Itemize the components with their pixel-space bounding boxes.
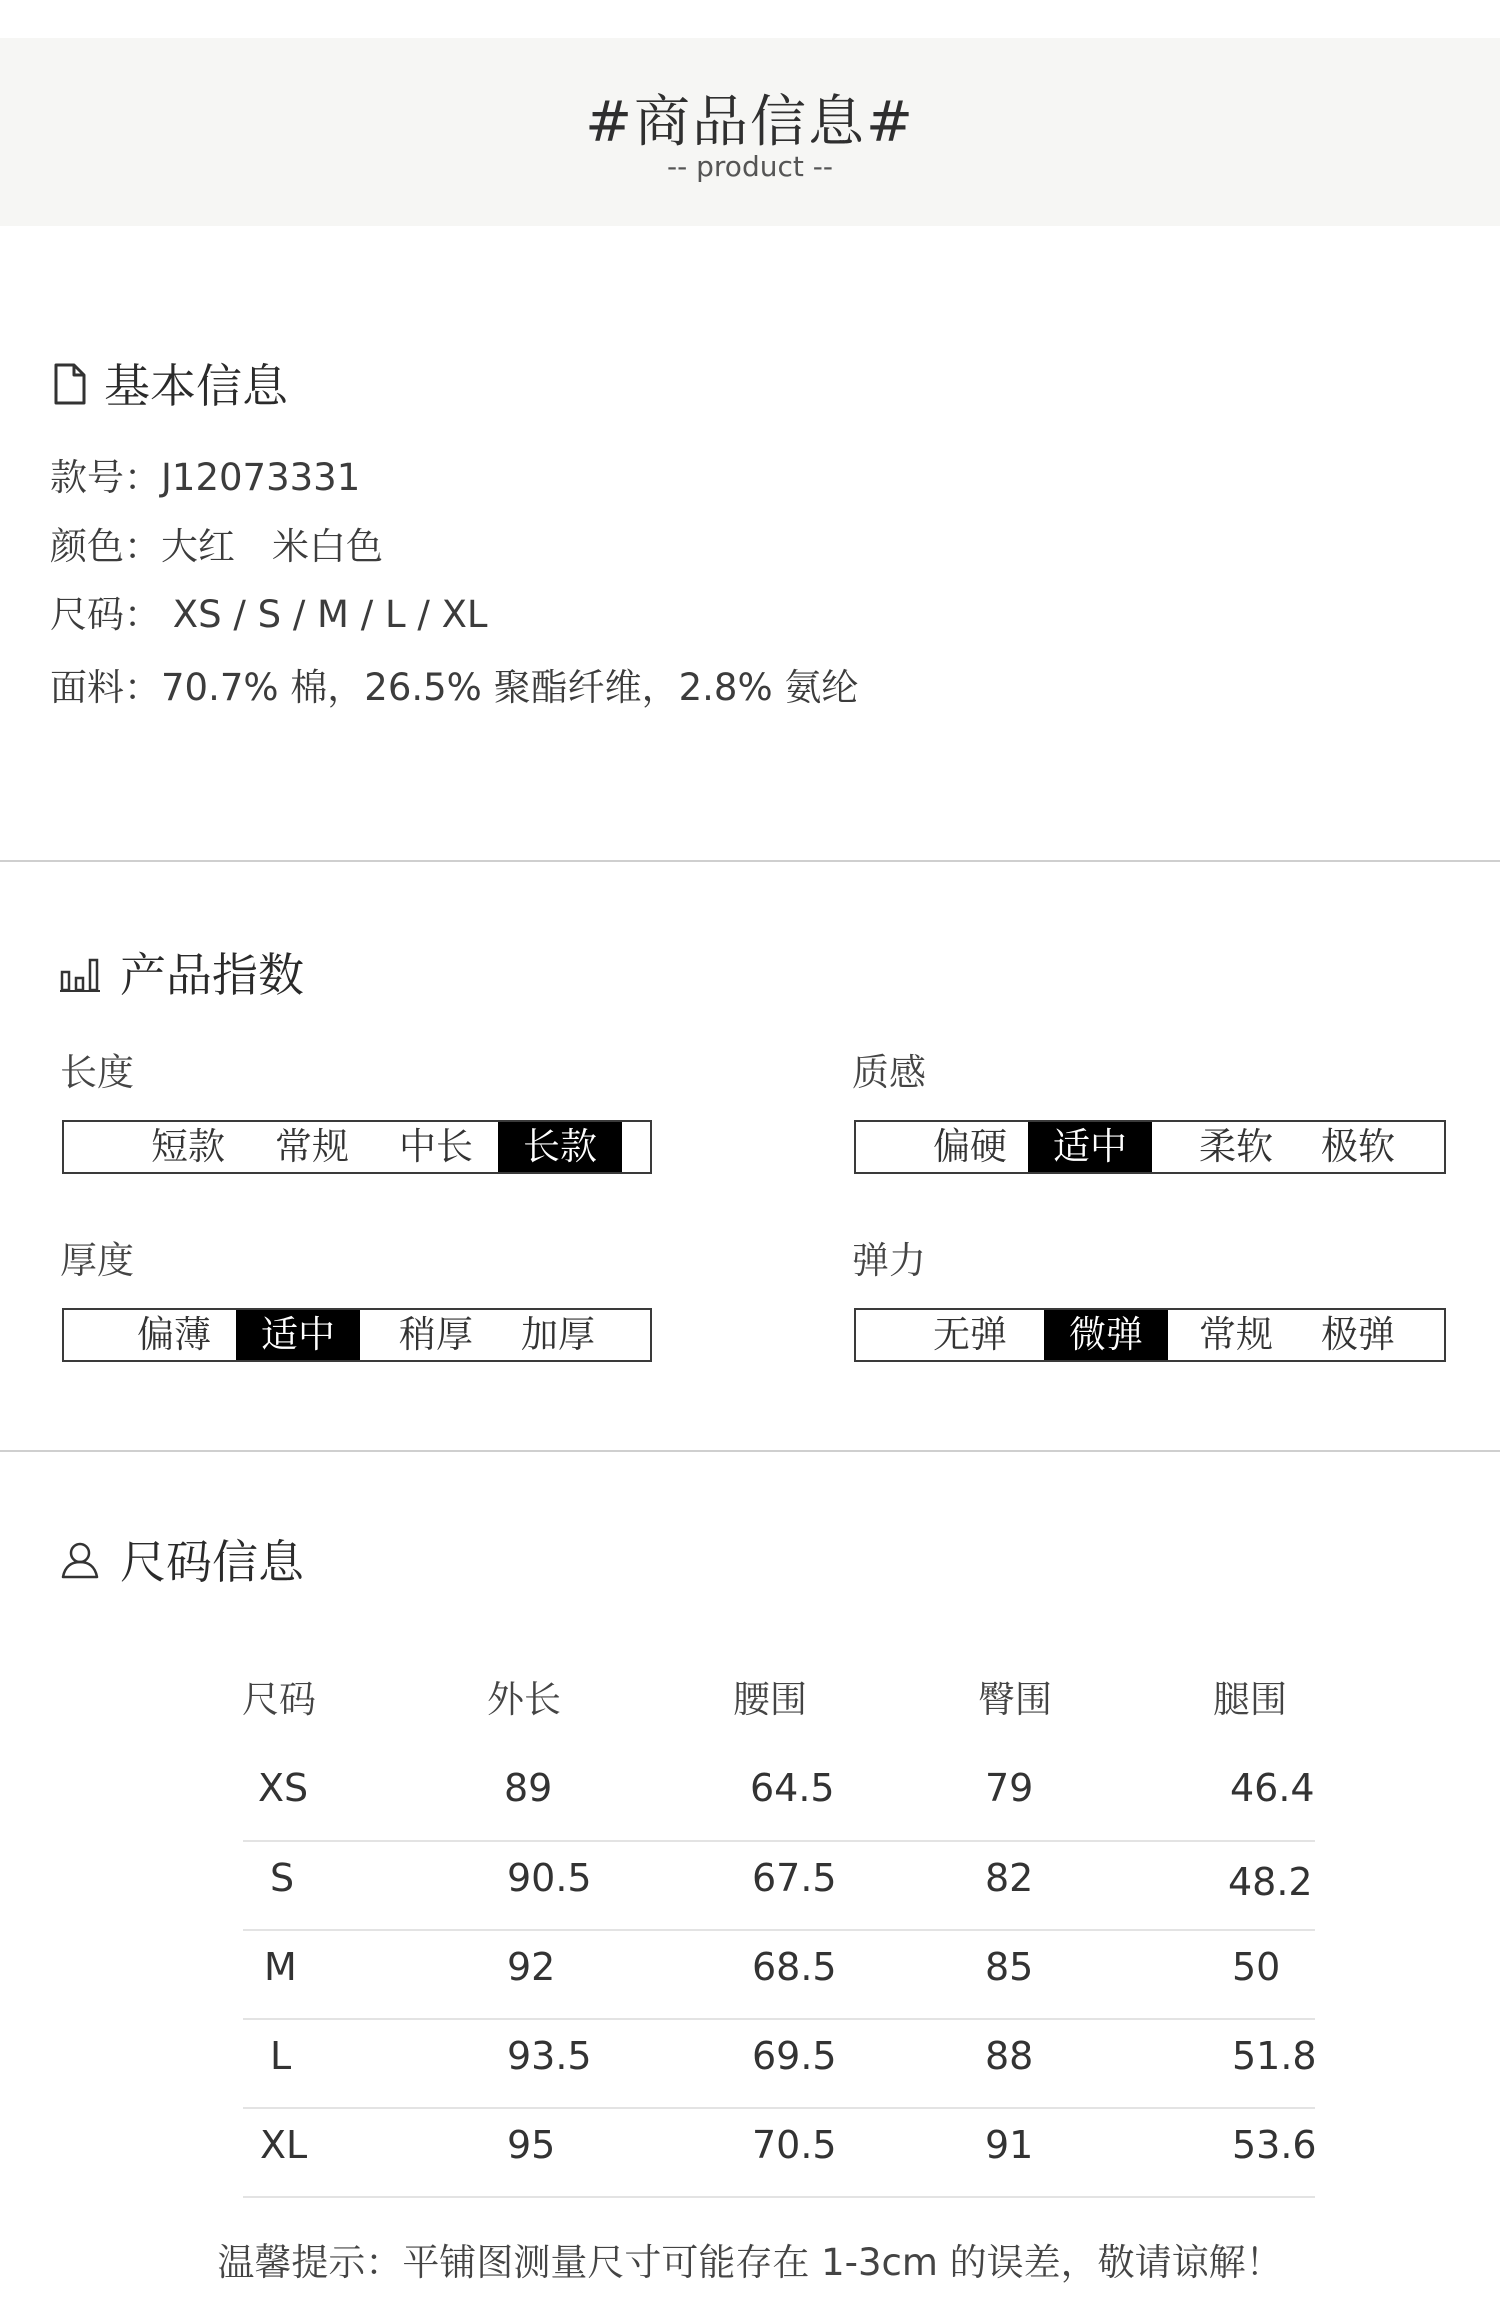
product-index-title: 产品指数 bbox=[120, 948, 304, 1002]
table-cell: 95 bbox=[507, 2123, 556, 2167]
texture-scale bbox=[854, 1120, 1446, 1174]
metric-label-elasticity: 弹力 bbox=[852, 1239, 926, 1282]
section-divider bbox=[0, 860, 1500, 862]
elasticity-option-slight: 微弹 bbox=[1044, 1310, 1168, 1360]
table-cell: M bbox=[264, 1945, 297, 1989]
table-cell: 53.6 bbox=[1232, 2123, 1317, 2167]
length-scale bbox=[62, 1120, 652, 1174]
texture-option-soft: 柔软 bbox=[1199, 1125, 1273, 1168]
length-option-regular: 常规 bbox=[275, 1125, 349, 1168]
document-icon bbox=[50, 362, 90, 406]
table-row-divider bbox=[243, 2196, 1315, 2198]
length-option-long: 长款 bbox=[498, 1122, 622, 1172]
table-cell: 50 bbox=[1232, 1945, 1281, 1989]
elasticity-option-none: 无弹 bbox=[933, 1313, 1007, 1356]
metric-label-thickness: 厚度 bbox=[60, 1239, 134, 1282]
bar-chart-icon bbox=[60, 954, 100, 994]
length-option-mid: 中长 bbox=[399, 1125, 473, 1168]
table-cell: 46.4 bbox=[1230, 1766, 1315, 1810]
table-cell: 92 bbox=[507, 1945, 556, 1989]
table-cell: 90.5 bbox=[507, 1856, 592, 1900]
texture-option-very-soft: 极软 bbox=[1321, 1125, 1395, 1168]
table-cell: XL bbox=[260, 2123, 308, 2167]
col-header-hip: 臀围 bbox=[978, 1678, 1052, 1721]
size-list: 尺码： XS / S / M / L / XL bbox=[50, 593, 488, 636]
col-header-thigh: 腿围 bbox=[1213, 1678, 1287, 1721]
basic-info-title: 基本信息 bbox=[104, 359, 288, 413]
page-title: #商品信息# bbox=[585, 90, 915, 155]
elasticity-scale bbox=[854, 1308, 1446, 1362]
thickness-option-thick: 稍厚 bbox=[399, 1313, 473, 1356]
table-cell: 89 bbox=[504, 1766, 553, 1810]
table-cell: 93.5 bbox=[507, 2034, 592, 2078]
thickness-option-thin: 偏薄 bbox=[137, 1313, 211, 1356]
table-cell: 85 bbox=[985, 1945, 1034, 1989]
table-cell: 88 bbox=[985, 2034, 1034, 2078]
metric-label-length: 长度 bbox=[60, 1051, 134, 1094]
table-cell: 48.2 bbox=[1228, 1860, 1313, 1904]
table-cell: L bbox=[270, 2034, 292, 2078]
table-cell: 68.5 bbox=[752, 1945, 837, 1989]
table-row-divider bbox=[243, 2018, 1315, 2020]
table-cell: 82 bbox=[985, 1856, 1034, 1900]
table-cell: 67.5 bbox=[752, 1856, 837, 1900]
table-cell: 51.8 bbox=[1232, 2034, 1317, 2078]
table-cell: S bbox=[270, 1856, 295, 1900]
table-cell: XS bbox=[258, 1766, 309, 1810]
table-row-divider bbox=[243, 1929, 1315, 1931]
person-icon bbox=[60, 1540, 100, 1580]
measurement-tip: 温馨提示：平铺图测量尺寸可能存在 1-3cm 的误差，敬请谅解！ bbox=[217, 2241, 1283, 2284]
table-cell: 91 bbox=[985, 2123, 1034, 2167]
section-divider bbox=[0, 1450, 1500, 1452]
metric-label-texture: 质感 bbox=[852, 1051, 926, 1094]
col-header-waist: 腰围 bbox=[733, 1678, 807, 1721]
page-subtitle: -- product -- bbox=[667, 150, 833, 183]
table-row-divider bbox=[243, 2107, 1315, 2109]
table-cell: 69.5 bbox=[752, 2034, 837, 2078]
texture-option-medium: 适中 bbox=[1028, 1122, 1152, 1172]
texture-option-hard: 偏硬 bbox=[933, 1125, 1007, 1168]
style-number: 款号：J12073331 bbox=[50, 456, 361, 499]
col-header-size: 尺码 bbox=[242, 1678, 316, 1721]
table-row-divider bbox=[243, 1840, 1315, 1842]
size-info-title: 尺码信息 bbox=[120, 1535, 304, 1589]
table-cell: 70.5 bbox=[752, 2123, 837, 2167]
elasticity-option-high: 极弹 bbox=[1321, 1313, 1395, 1356]
thickness-option-extra-thick: 加厚 bbox=[521, 1313, 595, 1356]
fabric-info: 面料：70.7% 棉，26.5% 聚酯纤维，2.8% 氨纶 bbox=[50, 666, 859, 709]
col-header-length: 外长 bbox=[487, 1678, 561, 1721]
elasticity-option-regular: 常规 bbox=[1199, 1313, 1273, 1356]
table-cell: 64.5 bbox=[750, 1766, 835, 1810]
thickness-option-medium: 适中 bbox=[236, 1310, 360, 1360]
table-cell: 79 bbox=[985, 1766, 1034, 1810]
thickness-scale bbox=[62, 1308, 652, 1362]
length-option-short: 短款 bbox=[151, 1125, 225, 1168]
color-info: 颜色：大红 米白色 bbox=[50, 525, 383, 568]
